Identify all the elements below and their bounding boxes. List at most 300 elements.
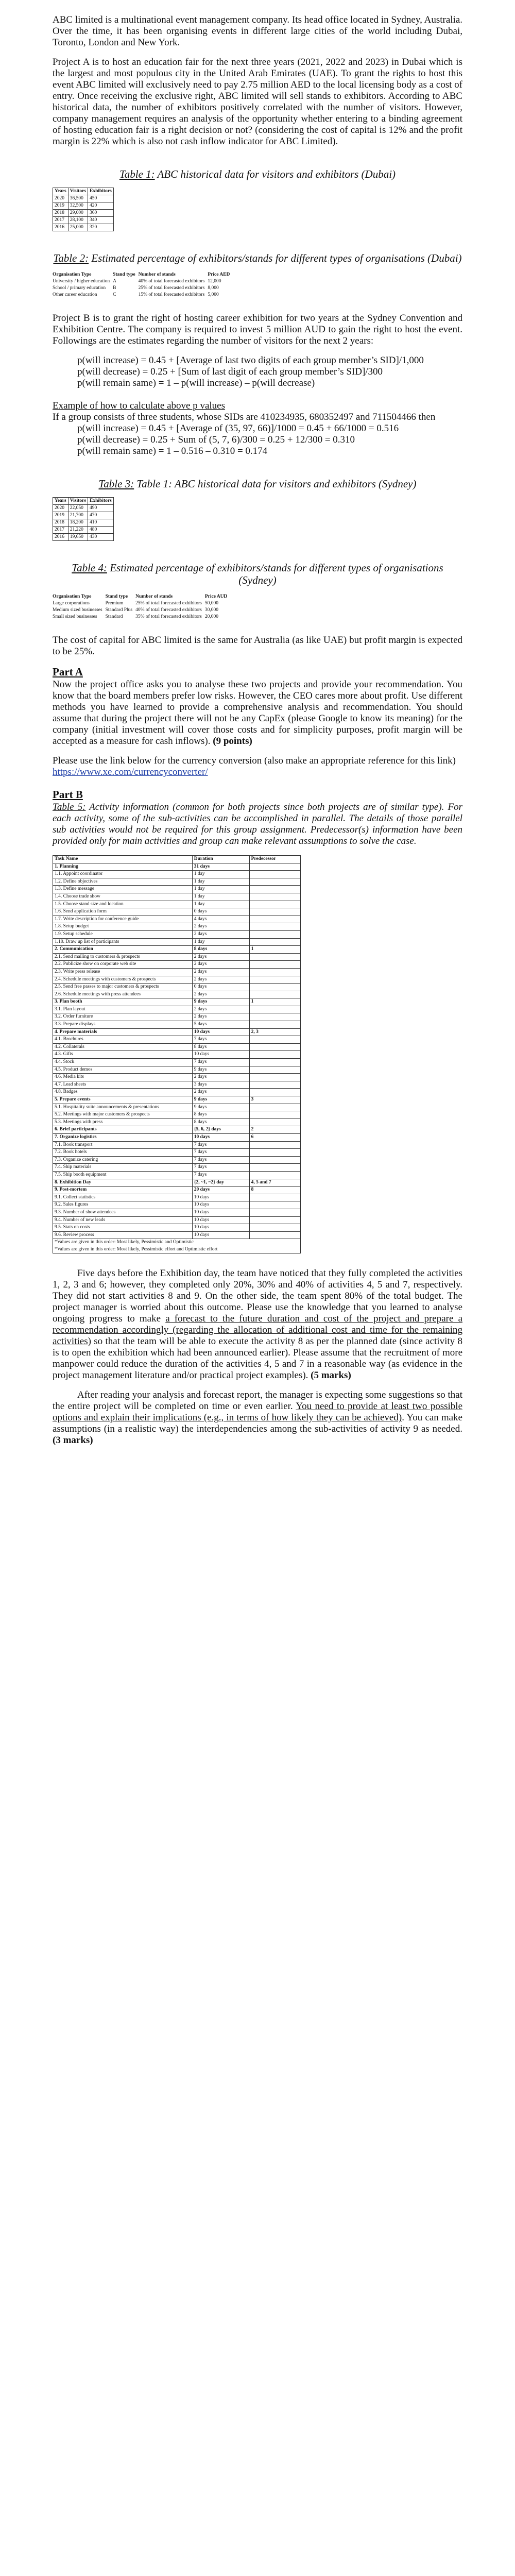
table-5-note-row [53,1239,301,1253]
cell: Premium [105,601,124,606]
table-5-header-duration: Duration [192,856,249,863]
cell: 28,100 [68,217,88,224]
table-row [53,1006,301,1013]
part-b-heading: Part B [53,788,83,801]
cell-task: 1.2. Define objectives [53,878,193,886]
cell-pred [249,893,300,901]
table-row [53,1021,301,1029]
cell: Large corporations [53,601,90,606]
cell-task: 4.8. Badges [53,1089,193,1096]
cell-task: 7.3. Organize catering [53,1156,193,1164]
cell: 470 [88,512,114,519]
cell-pred: 2 [249,1126,300,1134]
table-2-header-price: Price AED [208,272,230,277]
cell-dur: 20 days [192,1187,249,1194]
cell-pred [249,1006,300,1013]
table-row [53,901,301,908]
cell: B [113,285,116,291]
cell-dur: 9 days [192,1096,249,1104]
cell-dur: 2 days [192,1006,249,1013]
example-line-2: p(will decrease) = 0.25 + Sum of (5, 7, 6)/300 = 0.25 + 12/300 = 0.310 [77,434,355,445]
cell-task: 1. Planning [53,863,193,871]
cell: 22,050 [68,505,88,512]
table-3-header-visitors: Visitors [68,498,88,505]
table-1-header-visitors: Visitors [68,188,88,195]
table-row [53,1051,301,1059]
part-b-p1-text-end: so that the team will be able to execute the activity 8 as per the planned date (since activity 8 is to open the exhibition which had been announced earlier). Please assume that the recruitment of more manpower could reduce the duration of the activities 4, 5 and 7 in a reasonable way (as evidence in the project management literature and/or practical project examples). [53,1336,462,1381]
cell-dur: 8 days [192,1043,249,1051]
cell-pred [249,1149,300,1157]
cell-task: 9.5. Stats on costs [53,1224,193,1232]
cell-task: 2.6. Schedule meetings with press attendees [53,991,193,998]
table-4-header-org-type: Organisation Type [53,594,92,599]
cell-task: 9.4. Number of new leads [53,1216,193,1224]
cell: 480 [88,527,114,534]
cell-task: 7.4. Ship materials [53,1164,193,1172]
table-row [53,938,301,946]
table-row [53,1074,301,1081]
table-3-caption-text: Table 1: ABC historical data for visitors and exhibitors (Sydney) [134,478,417,490]
cell-dur: 2 days [192,953,249,961]
cell-task: 5.2. Meetings with major customers & prospects [53,1111,193,1119]
cell-dur: {5, 6, 2} days [192,1126,249,1134]
cell: A [113,279,116,284]
table-2-header-org-type: Organisation Type [53,272,92,277]
table-row [53,991,301,998]
cell-dur: 10 days [192,1051,249,1059]
cell: C [113,292,116,297]
table-row [53,1194,301,1201]
table-row [53,984,301,991]
table-4-caption-label: Table 4: [72,562,107,574]
project-b-paragraph: Project B is to grant the right of hosting career exhibition for two years at the Sydney Convention and Exhibition Centre. The company is required to invest 5 million AUD to gain the right to host the event. Followings are the estimates regarding the number of visitors for the next 2 years: [53,313,462,346]
cell: 2017 [53,527,68,534]
cell: 50,000 [204,601,218,606]
cell-dur: 2 days [192,961,249,969]
intro-paragraph-2: Project A is to host an education fair for the next three years (2021, 2022 and 2023) in Dubai which is the largest and most populous city in the United Arab Emirates (UAE). To grant the rights to host this event ABC limited will exclusively need to pay 2.75 million AED to the local licensing body as a cost of entry. Once receiving the exclusive right, ABC limited will sell stands to exhibitors. According to ABC historical data, the number of exhibitors positively correlated with the number of visitors. However, company management requires an analysis of the opportunity whether entering to a binding agreement of hosting education fair is a right decision or not? (considering the cost of capital is 12% and the profit margin is 22% which is also not cash inflow indicator for ABC Limited). [53,57,462,147]
cell: 25% of total forecasted exhibitors [135,601,202,606]
cell-pred [249,1201,300,1209]
cell-pred [249,1043,300,1051]
cell-task: 9.2. Sales figures [53,1201,193,1209]
cell-task: 1.9. Setup schedule [53,930,193,938]
table-row [53,195,114,202]
table-row [53,1164,301,1172]
cell-dur: 1 day [192,893,249,901]
table-row [53,1126,301,1134]
table-2-caption [53,252,462,264]
table-5-caption-text: Activity information (common for both projects since both projects are of similar type). For each activity, some of the sub-activities can be accomplished in parallel. The details of those parallel sub activities would not be required for this group assignment. Predecessor(s) information have been provided only for main activities and group can make relevant assumptions to solve the case. [53,802,462,846]
cell: Standard [105,614,123,619]
cell-task: 1.8. Setup budget [53,923,193,931]
cell-task: 1.1. Appoint coordinator [53,871,193,878]
cell-dur: 10 days [192,1216,249,1224]
cell-pred [249,1074,300,1081]
cell-task: 2.2. Publicize show on corporate web site [53,961,193,969]
cell: 2019 [53,512,68,519]
cell-dur: 9 days [192,1066,249,1074]
cell-task: 2. Communication [53,946,193,954]
table-4-caption [53,562,462,586]
cell-pred [249,1081,300,1089]
part-a-heading: Part A [53,666,83,678]
table-row [53,886,301,893]
table-row [53,1179,301,1187]
cell-task: 3.2. Order furniture [53,1013,193,1021]
part-a-text: Now the project office asks you to analyse these two projects and provide your recommendation. You know that the board members prefer low risks. However, the CEO cares more about profit. Use different methods you have learned to provide a comprehensive analysis and recommendation. You should assume that during the project there will not be any CapEx (please Google to know its meaning) for the company (initial investment will cover those costs and for simplicity purposes, profit margin will be accepted as a measure for cash inflows). [53,679,462,747]
cell: 20,000 [204,614,218,619]
table-3-header-years: Years [53,498,68,505]
example-heading: Example of how to calculate above p values [53,400,226,411]
cell-pred [249,1171,300,1179]
part-b-p2-marks: (3 marks) [53,1435,93,1446]
cell-task: 1.5. Choose stand size and location [53,901,193,908]
cell: 2016 [53,224,68,231]
table-3-sydney-history [53,497,114,541]
cell: 32,500 [68,202,88,210]
cell-task: 2.4. Schedule meetings with customers & prospects [53,976,193,984]
cell: 2016 [53,534,68,541]
cell: 2018 [53,519,68,527]
table-row [53,1187,301,1194]
cell-pred [249,1111,300,1119]
table-row [53,893,301,901]
cell-pred: 4, 5 and 7 [249,1179,300,1187]
cell-dur: 0 days [192,984,249,991]
cell-dur: 5 days [192,1021,249,1029]
table-1-caption-label: Table 1: [119,168,155,180]
cell-pred: 3 [249,1096,300,1104]
table-1-dubai-history [53,188,114,231]
cell: 430 [88,534,114,541]
table-row [53,600,230,607]
part-b-p1-marks: (5 marks) [311,1370,351,1381]
cell-pred [249,1156,300,1164]
cell-dur: 2 days [192,968,249,976]
cell-dur: 10 days [192,1194,249,1201]
table-row [53,1036,301,1044]
cell-dur: 1 day [192,886,249,893]
cell: 35% of total forecasted exhibitors [135,614,202,619]
table-row [53,1141,301,1149]
cell-dur: 1 day [192,938,249,946]
table-row [53,292,233,298]
table-3-header-exhibitors: Exhibitors [88,498,114,505]
cell-pred: 1 [249,946,300,954]
cell: 18,200 [68,519,88,527]
currency-link-intro: Please use the link below for the currency conversion (also make an appropriate reference for this link) [53,755,456,766]
table-row [53,512,114,519]
table-2-header-number: Number of stands [138,272,176,277]
table-4-sydney-stands [53,594,230,620]
cell-dur: 9 days [192,1104,249,1111]
cell-dur: 9 days [192,998,249,1006]
cell-task: 4.4. Stock [53,1059,193,1066]
cell-pred [249,938,300,946]
table-4-caption-text: Estimated percentage of exhibitors/stands for different types of organisations (Sydney) [107,562,443,586]
cell-task: 7.1. Book transport [53,1141,193,1149]
cell-dur: 10 days [192,1231,249,1239]
table-row [53,224,114,231]
cell: 21,700 [68,512,88,519]
table-row [53,505,114,512]
cell-dur: 2 days [192,923,249,931]
cell: 36,500 [68,195,88,202]
table-row [53,1059,301,1066]
table-row [53,908,301,916]
cell-task: 3. Plan booth [53,998,193,1006]
cell-task: 9.1. Collect statistics [53,1194,193,1201]
table-row [53,976,301,984]
cell-dur: 3 days [192,1081,249,1089]
cell: 340 [88,217,114,224]
cell-task: 5. Prepare events [53,1096,193,1104]
cell-dur: 7 days [192,1036,249,1044]
cell-task: 2.3. Write press release [53,968,193,976]
cell-pred [249,961,300,969]
table-4-header-number: Number of stands [135,594,173,599]
part-a-marks: (9 points) [213,736,252,747]
cell-dur: 1 day [192,878,249,886]
cell-pred [249,1013,300,1021]
cell-pred [249,984,300,991]
table-row [53,1209,301,1216]
table-row [53,285,233,292]
table-1-caption [53,168,462,180]
cell-pred [249,1118,300,1126]
table-3-caption-label: Table 3: [98,478,134,490]
table-row [53,1028,301,1036]
cost-of-capital-paragraph: The cost of capital for ABC limited is the same for Australia (as like UAE) but profit margin is expected to be 25%. [53,635,462,657]
cell: 15% of total forecasted exhibitors [138,292,205,297]
table-row [53,1133,301,1141]
table-4-header-price: Price AUD [204,594,228,599]
cell: 360 [88,210,114,217]
table-row [53,1224,301,1232]
cell: Standard Plus [105,607,133,613]
cell: 5,000 [208,292,219,297]
table-2-dubai-stands [53,272,233,298]
cell: 2017 [53,217,68,224]
table-row [53,1081,301,1089]
cell-dur: 2 days [192,1074,249,1081]
probability-formulas [53,355,462,389]
cell-pred [249,953,300,961]
cell: 2020 [53,505,68,512]
cell: 19,650 [68,534,88,541]
table-5-caption-label: Table 5: [53,802,86,812]
cell-pred: 1 [249,998,300,1006]
cell-task: 3.1. Plan layout [53,1006,193,1013]
cell: 450 [88,195,114,202]
cell-pred [249,1066,300,1074]
part-b-p1-text: Five days before the Exhibition day, the team have noticed that they fully completed the activities 1, 2, 3 and 6; however, they completed only 20%, 30% and 40% of activities 4, 5 and 7, respectively. They did not start activities 8 and 9. On the other side, the team spent 80% of the total budget. The project manager is worried about this outcome. Please use the knowledge that you learned to analyse ongoing progress to make [53,1268,462,1325]
table-row [53,1231,301,1239]
example-line-1: p(will increase) = 0.45 + [Average of (35, 97, 66)]/1000 = 0.45 + 66/1000 = 0.516 [77,423,399,434]
cell-task: 2.5. Send free passes to major customers & prospects [53,984,193,991]
cell-task: 5.1. Hospitality suite announcements & presentations [53,1104,193,1111]
cell-task: 5.3. Meetings with press [53,1118,193,1126]
table-row [53,607,230,614]
cell-dur: 4 days [192,916,249,923]
cell-pred [249,1059,300,1066]
table-row [53,1089,301,1096]
cell-task: 4.5. Product demos [53,1066,193,1074]
cell-pred: 8 [249,1187,300,1194]
cell-task: 1.3. Define message [53,886,193,893]
cell-dur: {2, ~1, ~2} day [192,1179,249,1187]
formula-decrease: p(will decrease) = 0.25 + [Sum of last digit of each group member’s SID]/300 [77,366,383,377]
table-row [53,1096,301,1104]
cell-pred: 2, 3 [249,1028,300,1036]
example-line-3: p(will remain same) = 1 – 0.516 – 0.310 = 0.174 [77,446,268,456]
table-1-header-exhibitors: Exhibitors [88,188,114,195]
cell-task: 9.6. Review process [53,1231,193,1239]
cell-pred [249,1036,300,1044]
cell-pred [249,1141,300,1149]
cell-dur: 10 days [192,1133,249,1141]
cell-task: 9.3. Number of show attendees [53,1209,193,1216]
cell: 2019 [53,202,68,210]
cell: 21,220 [68,527,88,534]
cell-dur: 10 days [192,1224,249,1232]
table-row [53,1216,301,1224]
cell-pred [249,930,300,938]
cell-dur: 7 days [192,1059,249,1066]
cell-pred [249,871,300,878]
table-row [53,1118,301,1126]
cell-pred [249,916,300,923]
cell: 40% of total forecasted exhibitors [138,279,205,284]
cell-pred [249,901,300,908]
cell-pred [249,991,300,998]
cell: 25,000 [68,224,88,231]
cell-dur: 8 days [192,946,249,954]
formula-increase: p(will increase) = 0.45 + [Average of last two digits of each group member’s SID]/1,000 [77,355,424,366]
cell: University / higher education [53,279,110,284]
formula-remain: p(will remain same) = 1 – p(will increase) – p(will decrease) [77,378,315,388]
part-b-p2-underlined: You need to provide at least two possible options and explain their implications (e.g., in terms of how likely they can be achieved) [53,1401,463,1423]
cell-dur: 7 days [192,1149,249,1157]
part-a-paragraph [53,679,462,747]
cell-task: 3.3. Prepare displays [53,1021,193,1029]
table-row [53,614,230,620]
cell-task: 4.3. Gifts [53,1051,193,1059]
table-row [53,1111,301,1119]
cell-pred [249,923,300,931]
intro-paragraph-1: ABC limited is a multinational event management company. Its head office located in Sydney, Australia. Over the time, it has been organising events in different large cities of the world including Dubai, Toronto, London and New York. [53,14,462,48]
table-row [53,217,114,224]
cell-pred [249,1021,300,1029]
cell-task: 1.10. Draw up list of participants [53,938,193,946]
cell-task: 4.1. Brochures [53,1036,193,1044]
cell: 2018 [53,210,68,217]
table-5-caption [53,802,462,847]
cell: Medium sized businesses [53,607,102,613]
table-row [53,210,114,217]
table-row [53,930,301,938]
table-1-caption-text: ABC historical data for visitors and exhibitors (Dubai) [154,168,396,180]
table-row [53,953,301,961]
table-row [53,534,114,541]
cell: School / primary education [53,285,106,291]
example-intro: If a group consists of three students, whose SIDs are 410234935, 680352497 and 711504466 then [53,412,436,422]
cell: 40% of total forecasted exhibitors [135,607,202,613]
cell-pred [249,968,300,976]
table-row [53,202,114,210]
table-row [53,1066,301,1074]
cell-pred [249,1194,300,1201]
cell-dur: 1 day [192,871,249,878]
cell-dur: 1 day [192,901,249,908]
table-row [53,1201,301,1209]
cell: Small sized businesses [53,614,97,619]
cell-task: 9. Post-mortem [53,1187,193,1194]
cell-dur: 7 days [192,1141,249,1149]
cell-task: 7. Organize logistics [53,1133,193,1141]
cell: 420 [88,202,114,210]
table-row [53,923,301,931]
table-row [53,998,301,1006]
part-b-paragraph-2 [53,1389,462,1446]
cell-pred [249,1051,300,1059]
cell-dur: 2 days [192,991,249,998]
cell-dur: 2 days [192,930,249,938]
table-2-header-stand-type: Stand type [113,272,135,277]
cell-pred [249,908,300,916]
part-b-p2-text: After reading your analysis and forecast report, the manager is expecting some suggestions so that the entire project will be completed on time or even earlier. [53,1389,462,1412]
cell-pred [249,1216,300,1224]
cell: 410 [88,519,114,527]
table-row [53,519,114,527]
cell-dur: 31 days [192,863,249,871]
cell-task: 1.4. Choose trade show [53,893,193,901]
cell-dur: 2 days [192,1013,249,1021]
cell-dur: 8 days [192,1118,249,1126]
cell-task: 8. Exhibition Day [53,1179,193,1187]
cell-pred [249,1104,300,1111]
table-2-caption-text: Estimated percentage of exhibitors/stands for different types of organisations (Dubai) [89,252,462,264]
table-5-header-task: Task Name [53,856,193,863]
table-5-body [53,863,301,1253]
table-row [53,863,301,871]
part-b-paragraph-1 [53,1268,462,1381]
table-row [53,961,301,969]
table-4-header-stand-type: Stand type [105,594,128,599]
cell-dur: 7 days [192,1164,249,1172]
cell: 12,000 [208,279,221,284]
table-row [53,968,301,976]
cell-task: 7.5. Ship booth equipment [53,1171,193,1179]
table-row [53,278,233,285]
table-row [53,1149,301,1157]
cell: 29,000 [68,210,88,217]
cell-task: 1.6. Send application form [53,908,193,916]
table-3-caption [53,478,462,490]
table-row [53,1171,301,1179]
currency-converter-link[interactable]: https://www.xe.com/currencyconverter/ [53,767,208,777]
part-b-p2-text-end: . You can make assumptions (in a realistic way) the interdependencies among the sub-activities of activity 9 as needed. [53,1412,462,1435]
table-5-note: *Values are given in this order: Most likely, Pessimistic and Optimistic *Values are given in this order: Most likely, Pessimistic effort and Optimistic effort [53,1239,301,1253]
table-row [53,527,114,534]
table-row [53,878,301,886]
table-row [53,1013,301,1021]
cell: Other career education [53,292,97,297]
cell-pred [249,1089,300,1096]
cell-dur: 2 days [192,1089,249,1096]
table-1-header-years: Years [53,188,68,195]
cell-pred [249,976,300,984]
